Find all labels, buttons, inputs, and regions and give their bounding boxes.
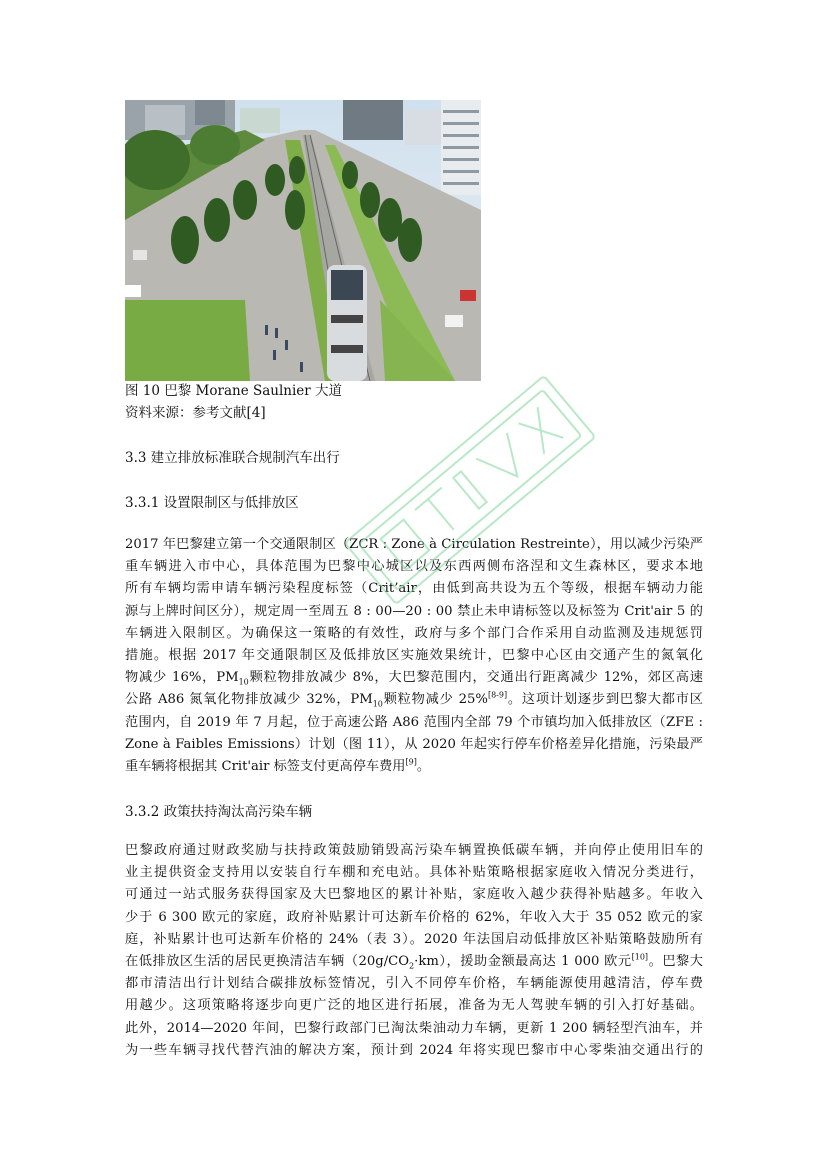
text-line [125,951,703,973]
text-segment: 在低排放区生活的居民更换清洁车辆（20g/CO [125,954,410,970]
text-line [125,756,703,778]
text-line: 用越少。这项策略将逐步向更广泛的地区进行拓展，准备为无人驾驶车辆的引入打好基础。 [125,998,703,1014]
text-line: 可通过一站式服务获得国家及大巴黎地区的累计补贴，家庭收入越少获得补贴越多。年收入 [125,887,703,903]
text-line: 业主提供资金支持用以安装自行车棚和充电站。具体补贴策略根据家庭收入情况分类进行， [125,865,703,881]
text-line: 此外，2014—2020 年间，巴黎行政部门已淘汰柴油动力车辆，更新 1 200 辆轻型汽油车，并 [125,1020,703,1036]
paragraph-3-3-2 [125,840,703,1062]
section-heading-3-3-1: 3.3.1 设置限制区与低排放区 [125,495,299,511]
text-segment: 。巴黎大 [648,954,703,970]
text-line: 为一些车辆寻找代替汽油的解决方案，预计到 2024 年将实现巴黎市中心零柴油交通出行的 [125,1042,703,1058]
text-segment: 颗粒物排放减少 8%，大巴黎范围内，交通出行距离减少 12%，郊区高速 [248,670,703,686]
subscript: 10 [372,700,383,710]
text-line: 措施。根据 2017 年交通限制区及低排放区实施效果统计，巴黎中心区由交通产生的氮氧化 [125,648,703,664]
text-segment: 重车辆将根据其 Crit'air 标签支付更高停车费用 [125,759,406,775]
text-line: Zone à Faibles Emissions）计划（图 11），从 2020 年起实行停车价格差异化措施，污染最严 [125,736,703,752]
text-line: 范围内，自 2019 年 7 月起，位于高速公路 A86 范围内全部 79 个市镇均加入低排放区（ZFE : [125,714,703,730]
citation: [10] [631,952,649,962]
text-line: 车辆进入限制区。为确保这一策略的有效性，政府与多个部门合作采用自动监测及违规惩罚 [125,625,703,641]
section-heading-3-3-2: 3.3.2 政策扶持淘汰高污染车辆 [125,804,313,820]
subscript: 10 [238,677,249,687]
citation: [8-9] [487,691,508,701]
text-line: 庭，补贴累计也可达新车价格的 24%（表 3）。2020 年法国启动低排放区补贴策略鼓励所有 [125,931,703,947]
paragraph-3-3-1 [125,534,703,778]
text-line: 都市清洁出行计划结合碳排放标签情况，引入不同停车价格，车辆能源使用越清洁，停车费 [125,976,703,992]
text-line: 2017 年巴黎建立第一个交通限制区（ZCR : Zone à Circulation Restreinte），用以减少污染严 [125,537,703,552]
text-segment: 。这项计划逐步到巴黎大都市区 [507,692,703,708]
text-line: 巴黎政府通过财政奖励与扶持政策鼓励销毁高污染车辆置换低碳车辆，并向停止使用旧车的 [125,843,703,858]
figure-caption: 图 10 巴黎 Morane Saulnier 大道 [125,383,343,399]
subscript: 2 [409,961,415,971]
figure-source: 资料来源：参考文献[4] [125,405,266,421]
text-line: 少于 6 300 欧元的家庭，政府补贴累计可达新车价格的 62%，年收入大于 35 052 欧元的家 [125,909,703,925]
text-line: 重车辆进入市中心，具体范围为巴黎中心城区以及东西两侧布洛涅和文生森林区，要求本地 [125,559,703,575]
text-segment: 物减少 16%，PM [125,670,239,686]
text-segment: ·km），援助金额最高达 1 000 欧元 [414,954,632,970]
text-line [125,667,703,689]
text-segment: 公路 A86 氮氧化物排放减少 32%，PM [125,692,373,708]
citation: [9] [405,757,417,767]
text-line: 所有车辆均需申请车辆污染程度标签（Crit’air，由低到高共设为五个等级，根据车辆动力能 [125,581,703,597]
text-line [125,689,703,711]
text-segment: 。 [416,759,431,775]
text-line: 源与上牌时间区分），规定周一至周五 8 : 00—20 : 00 禁止未申请标签以及标签为 Crit'air 5 的 [125,603,703,619]
section-heading-3-3: 3.3 建立排放标准联合规制汽车出行 [125,450,340,466]
text-segment: 颗粒物减少 25% [382,692,488,708]
figure-photo-boulevard [125,100,481,381]
